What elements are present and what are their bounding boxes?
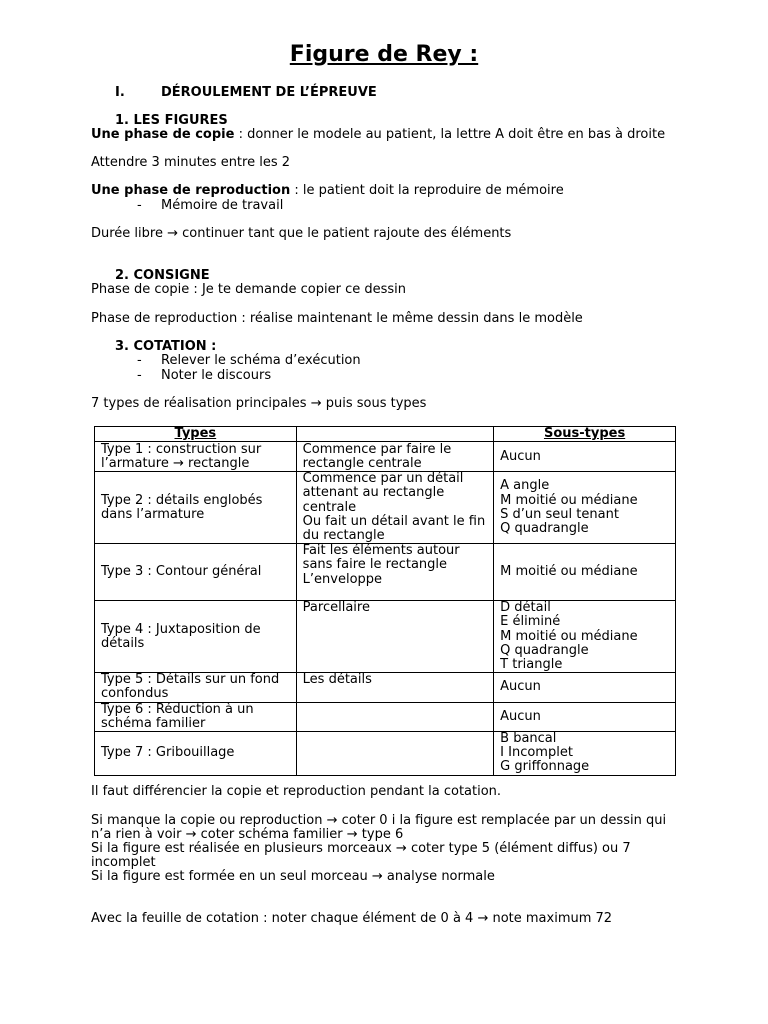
cell-line: dans l’armature <box>101 506 205 522</box>
type-cell <box>95 702 297 731</box>
type-cell <box>95 544 297 601</box>
table-header-row <box>95 427 676 442</box>
repro-phase-label: Une phase de reproduction <box>91 183 291 198</box>
description-cell <box>296 601 493 673</box>
cell-line: M moitié ou médiane <box>500 492 638 508</box>
type-cell <box>95 673 297 702</box>
types-table <box>94 426 676 776</box>
cell-line: Type 7 : Gribouillage <box>101 745 235 761</box>
note-manque-1: Si manque la copie ou reproduction → coter 0 i la figure est remplacée par un dessin qui <box>91 813 667 828</box>
cell-line: E éliminé <box>500 614 561 630</box>
duree-line: Durée libre → continuer tant que le patient rajoute des éléments <box>91 226 512 241</box>
cell-line: attenant au rectangle <box>302 485 445 501</box>
sous-types-cell <box>494 702 676 731</box>
copie-phase-label: Une phase de copie <box>91 127 235 142</box>
note-morceaux-2: incomplet <box>91 855 156 870</box>
description-cell <box>296 472 493 544</box>
attendre-line: Attendre 3 minutes entre les 2 <box>91 155 291 170</box>
sous-types-cell <box>494 472 676 544</box>
type-cell <box>95 601 297 673</box>
description-cell <box>296 544 493 601</box>
cell-line: M moitié ou médiane <box>500 628 638 644</box>
copie-phase-text: : donner le modele au patient, la lettre A doit être en bas à droite <box>234 127 666 142</box>
cell-line: Commence par un détail <box>302 471 464 487</box>
cell-line: I Incomplet <box>500 745 573 761</box>
repro-phase-text: : le patient doit la reproduire de mémoire <box>290 183 564 198</box>
note-manque-2: n’a rien à voir → coter schéma familier → type 6 <box>91 827 404 842</box>
cell-line: Type 4 : Juxtaposition de <box>101 621 261 637</box>
bullet-dash: - <box>137 198 142 213</box>
cell-line: détails <box>101 635 145 651</box>
cell-line: Type 6 : Réduction à un <box>101 701 254 717</box>
sous-types-cell <box>494 732 676 776</box>
bullet-dash: - <box>137 368 142 383</box>
page-title: Figure de Rey : <box>289 42 479 67</box>
cell-line: D détail <box>500 600 551 616</box>
cotation-heading: 3. COTATION : <box>115 339 217 354</box>
cell-line: confondus <box>101 686 169 702</box>
cell-line: Type 2 : détails englobés <box>101 492 263 508</box>
note-seul-morceau: Si la figure est formée en un seul morceau → analyse normale <box>91 869 495 884</box>
bullet-discours: Noter le discours <box>161 368 272 383</box>
cell-line: Parcellaire <box>302 600 370 616</box>
cell-line: sans faire le rectangle <box>302 557 448 573</box>
table-row <box>95 673 676 702</box>
type-cell <box>95 472 297 544</box>
cell-line: T triangle <box>500 657 563 673</box>
bullet-memoire: Mémoire de travail <box>161 198 284 213</box>
header-types: Types <box>95 427 297 442</box>
consigne-copie-line: Phase de copie : Je te demande copier ce dessin <box>91 282 406 297</box>
cell-line: Type 1 : construction sur <box>101 441 262 457</box>
cell-line: Les détails <box>302 672 372 688</box>
note-feuille-cotation: Avec la feuille de cotation : noter chaque élément de 0 à 4 → note maximum 72 <box>91 911 613 926</box>
section-heading: DÉROULEMENT DE L’ÉPREUVE <box>161 85 377 100</box>
cell-line: rectangle centrale <box>302 455 422 471</box>
sous-types-cell <box>494 544 676 601</box>
cell-line: Q quadrangle <box>500 642 589 658</box>
table-row <box>95 702 676 731</box>
cell-line: A angle <box>500 478 550 494</box>
description-cell <box>296 442 493 472</box>
cell-line: Aucun <box>500 708 541 724</box>
sous-types-cell <box>494 442 676 472</box>
cell-line: du rectangle <box>302 528 385 544</box>
cell-line: L’enveloppe <box>302 571 383 587</box>
figures-heading: 1. LES FIGURES <box>115 113 228 128</box>
cell-line: G griffonnage <box>500 759 590 775</box>
section-number: I. <box>115 85 125 100</box>
header-description <box>296 427 493 442</box>
type-cell <box>95 732 297 776</box>
cell-line: Q quadrangle <box>500 520 589 536</box>
description-cell <box>296 702 493 731</box>
table-row <box>95 442 676 472</box>
cell-line: B bancal <box>500 731 557 747</box>
cell-line: schéma familier <box>101 715 206 731</box>
table-row <box>95 472 676 544</box>
cell-line: centrale <box>302 499 357 515</box>
type-cell <box>95 442 297 472</box>
bullet-schema: Relever le schéma d’exécution <box>161 353 361 368</box>
repro-phase-line <box>91 184 564 199</box>
note-differencier: Il faut différencier la copie et reproduction pendant la cotation. <box>91 784 502 799</box>
sous-types-cell <box>494 601 676 673</box>
cell-line: Commence par faire le <box>302 441 452 457</box>
table-row <box>95 544 676 601</box>
table-row <box>95 601 676 673</box>
cell-line: S d’un seul tenant <box>500 506 619 522</box>
types-line: 7 types de réalisation principales → puis sous types <box>91 396 427 411</box>
consigne-heading: 2. CONSIGNE <box>115 268 210 283</box>
cell-line: l’armature → rectangle <box>101 455 250 471</box>
description-cell <box>296 673 493 702</box>
cell-line: Ou fait un détail avant le fin <box>302 513 486 529</box>
cell-line: Type 3 : Contour général <box>101 564 262 580</box>
table-row <box>95 732 676 776</box>
cell-line: Aucun <box>500 448 541 464</box>
header-sous-types: Sous-types <box>494 427 676 442</box>
cell-line: Type 5 : Détails sur un fond <box>101 672 280 688</box>
cell-line: Aucun <box>500 679 541 695</box>
description-cell <box>296 732 493 776</box>
cell-line: Fait les éléments autour <box>302 543 460 559</box>
consigne-repro-line: Phase de reproduction : réalise maintenant le même dessin dans le modèle <box>91 311 583 326</box>
cell-line: M moitié ou médiane <box>500 564 638 580</box>
copie-phase-line <box>91 128 665 143</box>
sous-types-cell <box>494 673 676 702</box>
note-morceaux-1: Si la figure est réalisée en plusieurs morceaux → coter type 5 (élément diffus) ou 7 <box>91 841 631 856</box>
bullet-dash: - <box>137 353 142 368</box>
